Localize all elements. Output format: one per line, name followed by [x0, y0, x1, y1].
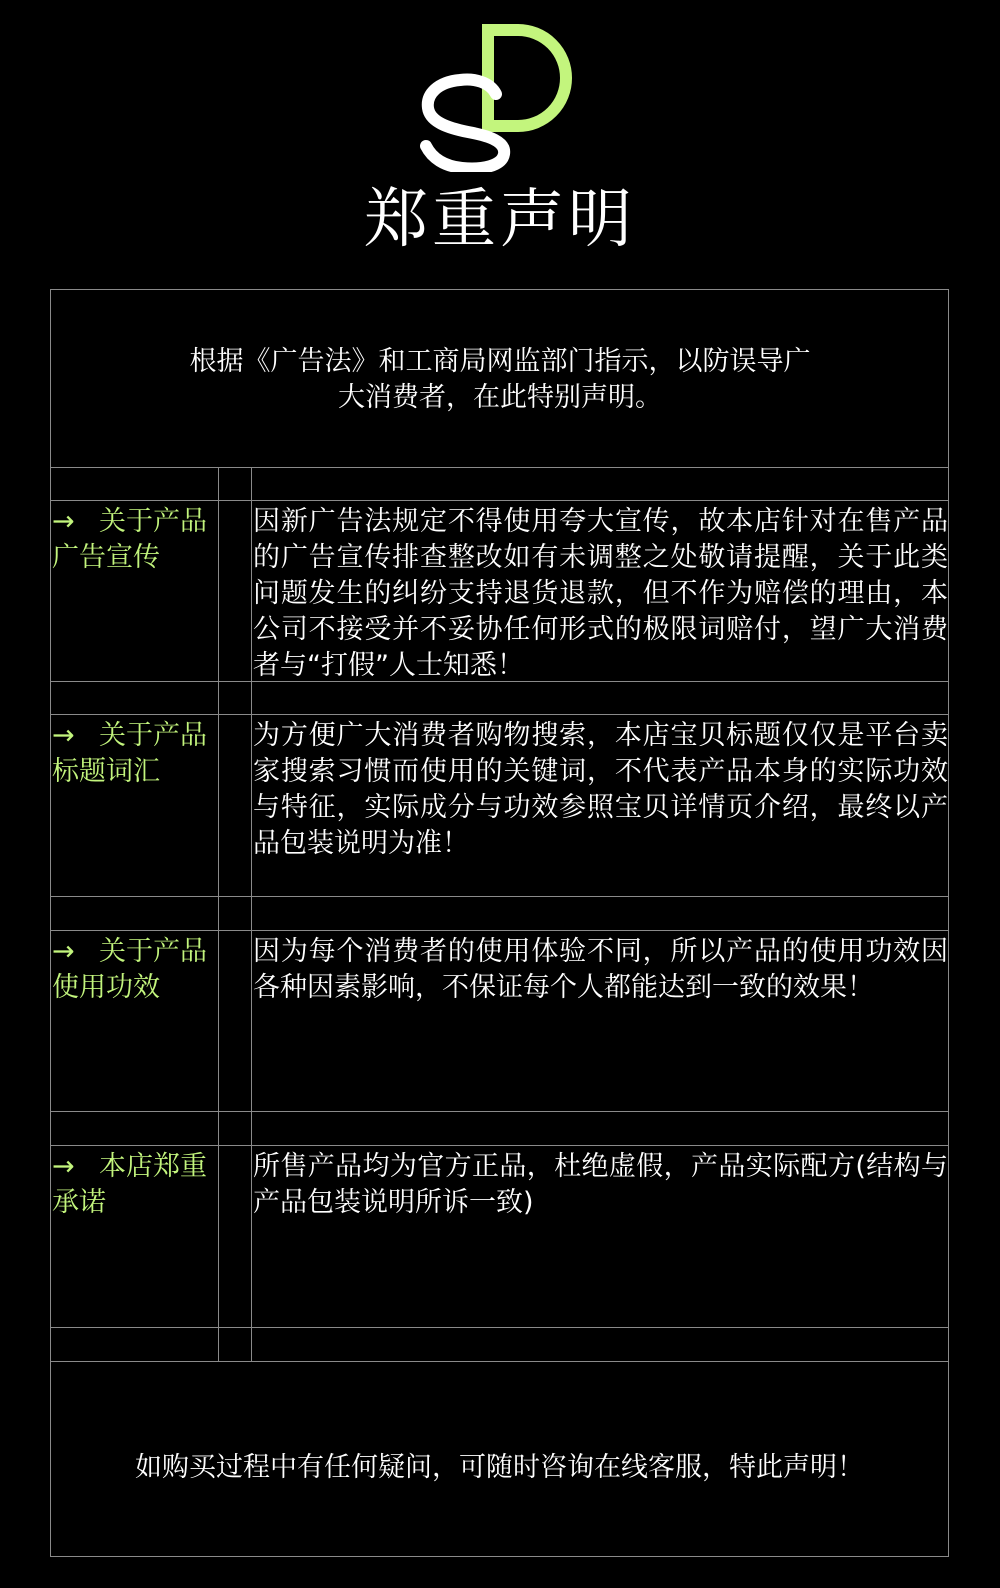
divider: [50, 1111, 949, 1112]
section-label-ad: [52, 504, 220, 576]
page-title: 郑重声明: [364, 183, 636, 257]
arrow-right-icon: →: [52, 936, 75, 967]
label-line: 本店郑重: [99, 1151, 207, 1182]
label-line: 使用功效: [52, 972, 160, 1003]
divider: [50, 500, 949, 501]
divider: [50, 1145, 949, 1146]
arrow-right-icon: →: [52, 720, 75, 751]
arrow-right-icon: →: [52, 506, 75, 537]
divider: [50, 896, 949, 897]
section-body-title-words: 为方便广大消费者购物搜索，本店宝贝标题仅仅是平台卖家搜索习惯而使用的关键词，不代表产品本身的实际功效与特征，实际成分与功效参照宝贝详情页介绍，最终以产品包装说明为准！: [253, 720, 948, 859]
divider: [50, 714, 949, 715]
section-body-efficacy: 因为每个消费者的使用体验不同，所以产品的使用功效因各种因素影响，不保证每个人都能达到一致的效果！: [253, 936, 948, 1003]
arrow-right-icon: →: [52, 1151, 75, 1182]
divider: [50, 1327, 949, 1328]
statement-frame: [50, 289, 949, 1557]
column-divider: [251, 467, 252, 1361]
label-line: 关于产品: [99, 936, 207, 967]
column-divider: [218, 467, 219, 1361]
section-label-promise: [52, 1149, 220, 1221]
section-label-title-words: [52, 718, 220, 790]
divider: [50, 1361, 949, 1362]
label-line: 关于产品: [99, 720, 207, 751]
divider: [50, 467, 949, 468]
label-line: 承诺: [52, 1187, 106, 1218]
section-label-efficacy: [52, 934, 220, 1006]
intro-text: [150, 344, 850, 416]
section-body-promise: 所售产品均为官方正品，杜绝虚假，产品实际配方(结构与产品包装说明所诉一致): [253, 1151, 948, 1218]
label-line: 关于产品: [99, 506, 207, 537]
label-line: 标题词汇: [52, 756, 160, 787]
sd-logo: [418, 22, 588, 172]
divider: [50, 930, 949, 931]
label-line: 广告宣传: [52, 542, 160, 573]
footer-note: 如购买过程中有任何疑问，可随时咨询在线客服，特此声明！: [135, 1452, 864, 1483]
section-body-ad: 因新广告法规定不得使用夸大宣传，故本店针对在售产品的广告宣传排查整改如有未调整之处敬请提醒，关于此类问题发生的纠纷支持退货退款，但不作为赔偿的理由，本公司不接受并不妥协任何形式的极限词赔付，望广大消费者与“打假”人士知悉！: [253, 506, 948, 681]
logo-letter-d: [488, 30, 566, 126]
intro-line: 大消费者，在此特别声明。: [338, 382, 662, 413]
intro-line: 根据《广告法》和工商局网监部门指示，以防误导广: [189, 346, 811, 377]
